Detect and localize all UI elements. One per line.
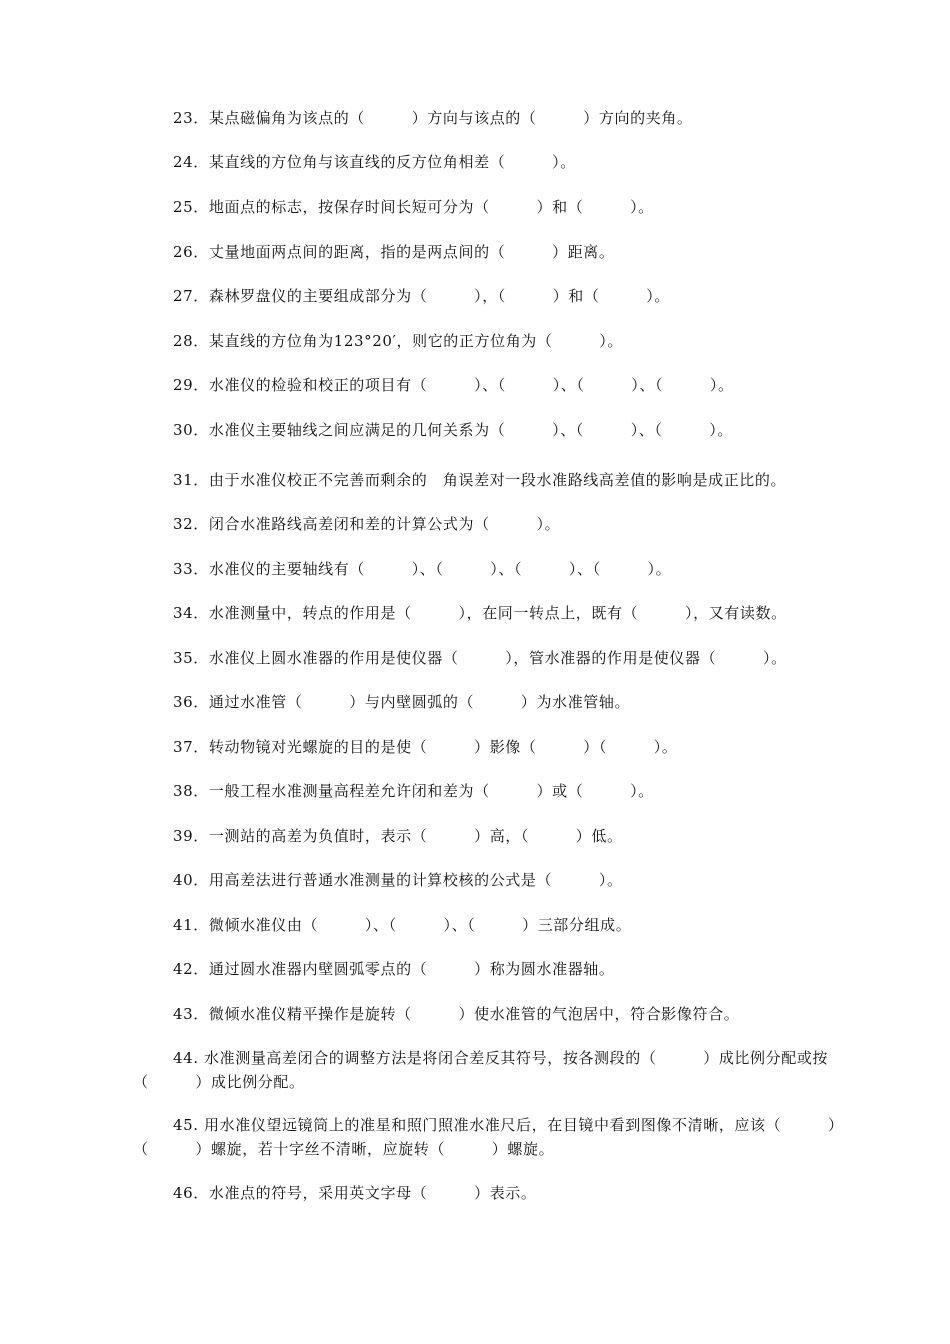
question-36: 36．通过水准管（ ）与内壁圆弧的（ ）为水准管轴。: [173, 693, 631, 711]
question-39: 39．一测站的高差为负值时，表示（ ）高，（ ）低。: [173, 827, 623, 845]
question-27: 27．森林罗盘仪的主要组成部分为（ ），（ ）和（ ）。: [173, 287, 670, 305]
question-41: 41．微倾水准仪由（ ）、（ ）、（ ）三部分组成。: [173, 916, 632, 934]
question-45: 45. 用水准仪望远镜筒上的准星和照门照准水准尺后，在目镜中看到图像不清晰，应该（ ）（ ）螺旋，若十字丝不清晰，应旋转（ ）螺旋。: [133, 1116, 844, 1158]
question-37: 37．转动物镜对光螺旋的目的是使（ ）影像（ ）（ ）。: [173, 738, 678, 756]
question-31: 31．由于水准仪校正不完善而剩余的 角误差对一段水准路线高差值的影响是成正比的。: [173, 471, 787, 489]
question-29: 29．水准仪的检验和校正的项目有（ ）、（ ）、（ ）、（ ）。: [173, 376, 734, 394]
question-44: 44. 水准测量高差闭合的调整方法是将闭合差反其符号，按各测段的（ ）成比例分配或按（ ）成比例分配。: [133, 1049, 829, 1091]
question-38: 38．一般工程水准测量高程差允许闭和差为（ ）或（ ）。: [173, 782, 654, 800]
question-30: 30．水准仪主要轴线之间应满足的几何关系为（ ）、（ ）、（ ）。: [173, 421, 733, 439]
question-26: 26．丈量地面两点间的距离，指的是两点间的（ ）距离。: [173, 243, 615, 261]
question-32: 32．闭合水准路线高差闭和差的计算公式为（ ）。: [173, 515, 561, 533]
question-25: 25．地面点的标志，按保存时间长短可分为（ ）和（ ）。: [173, 198, 654, 216]
question-28: 28．某直线的方位角为123°20′，则它的正方位角为（ ）。: [173, 332, 624, 350]
question-40: 40．用高差法进行普通水准测量的计算校核的公式是（ ）。: [173, 871, 623, 889]
question-46: 46．水准点的符号，采用英文字母（ ）表示。: [173, 1184, 537, 1202]
question-42: 42．通过圆水准器内壁圆弧零点的（ ）称为圆水准器轴。: [173, 960, 615, 978]
question-23: 23．某点磁偏角为该点的（ ）方向与该点的（ ）方向的夹角。: [173, 109, 693, 127]
question-33: 33．水准仪的主要轴线有（ ）、（ ）、（ ）、（ ）。: [173, 560, 672, 578]
question-24: 24．某直线的方位角与该直线的反方位角相差（ ）。: [173, 153, 576, 171]
question-35: 35．水准仪上圆水准器的作用是使仪器（ ），管水准器的作用是使仪器（ ）。: [173, 649, 787, 667]
question-43: 43．微倾水准仪精平操作是旋转（ ）使水准管的气泡居中，符合影像符合。: [173, 1005, 740, 1023]
question-34: 34．水准测量中，转点的作用是（ ），在同一转点上，既有（ ），又有读数。: [173, 604, 787, 622]
